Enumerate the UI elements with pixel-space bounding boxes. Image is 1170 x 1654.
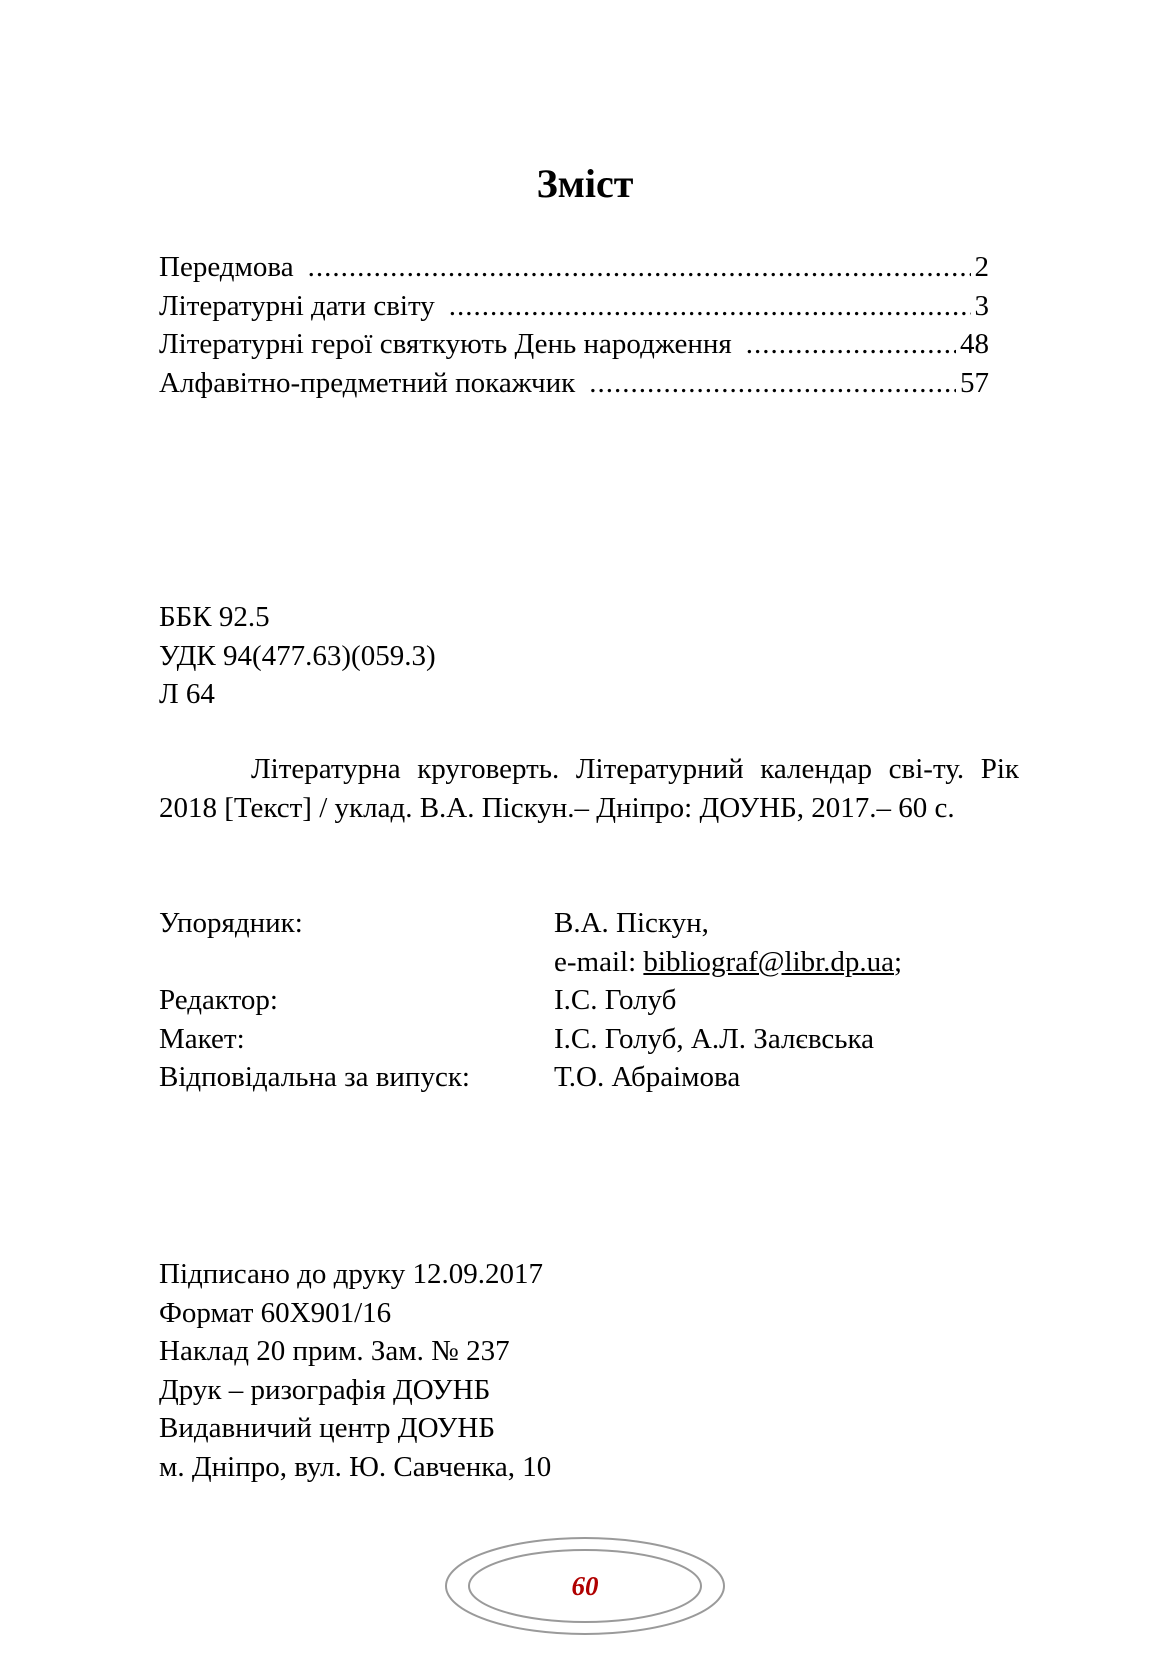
page-title: Зміст (536, 161, 634, 206)
table-of-contents (159, 248, 989, 402)
toc-entry-label: Алфавітно-предметний покажчик (159, 366, 576, 399)
credit-compiler (159, 904, 1019, 943)
credit-role: Упорядник: (159, 907, 303, 939)
imprint-block (159, 1255, 551, 1486)
toc-entry-preface[interactable] (159, 248, 989, 287)
bbk-code: ББК 92.5 (159, 601, 270, 633)
toc-entry-page: 57 (960, 366, 989, 399)
imprint-publisher: Видавничий центр ДОУНБ (159, 1412, 496, 1444)
author-mark: Л 64 (159, 678, 215, 710)
credit-name: І.С. Голуб (554, 984, 677, 1016)
credit-editor (159, 981, 1019, 1020)
toc-entry-page: 48 (960, 328, 989, 360)
imprint-run: Наклад 20 прим. Зам. № 237 (159, 1335, 510, 1367)
credit-responsible (159, 1058, 1019, 1097)
credits-block (159, 904, 1019, 1097)
toc-entry-literary-heroes[interactable] (159, 325, 989, 364)
email-link[interactable]: bibliograf@libr.dp.ua (643, 945, 894, 978)
credit-name: Т.О. Абраімова (554, 1061, 741, 1093)
credit-role: Редактор: (159, 984, 278, 1016)
credit-layout (159, 1020, 1019, 1059)
toc-entry-literary-dates[interactable] (159, 287, 989, 326)
toc-dot-leader (589, 364, 956, 403)
toc-dot-leader (308, 248, 971, 287)
credit-email (159, 943, 1019, 982)
toc-entry-index[interactable] (159, 364, 989, 403)
page-number: 60 (571, 1571, 599, 1601)
toc-entry-label: Передмова (159, 251, 294, 283)
toc-entry-page: 2 (974, 251, 989, 283)
toc-entry-label: Літературні дати світу (159, 289, 435, 322)
toc-dot-leader (746, 325, 956, 364)
udk-code: УДК 94(477.63)(059.3) (159, 639, 436, 672)
toc-entry-label: Літературні герої святкують День народження (159, 328, 732, 360)
bibliographic-citation: Літературна круговерть. Літературний календар сві-ту. Рік 2018 [Текст] / уклад. В.А. Піскун.– Дніпро: ДОУНБ, 2017.– 60 с. (159, 753, 1019, 824)
credit-role: Макет: (159, 1022, 245, 1055)
credit-name: В.А. Піскун, (554, 907, 709, 939)
email-prefix: e-mail: (554, 945, 644, 978)
credit-role: Відповідальна за випуск: (159, 1061, 470, 1093)
imprint-address: м. Дніпро, вул. Ю. Савченка, 10 (159, 1450, 552, 1483)
credit-name: І.С. Голуб, А.Л. Залєвська (554, 1022, 875, 1055)
email-line (554, 943, 1019, 982)
email-suffix: ; (894, 945, 903, 978)
toc-entry-page: 3 (974, 289, 989, 322)
imprint-format: Формат 60Х901/16 (159, 1296, 392, 1329)
imprint-print: Друк – ризографія ДОУНБ (159, 1373, 491, 1406)
toc-dot-leader (449, 287, 971, 326)
classification-codes (159, 598, 436, 714)
imprint-signed: Підписано до друку 12.09.2017 (159, 1258, 543, 1290)
credit-role-empty (159, 943, 554, 982)
